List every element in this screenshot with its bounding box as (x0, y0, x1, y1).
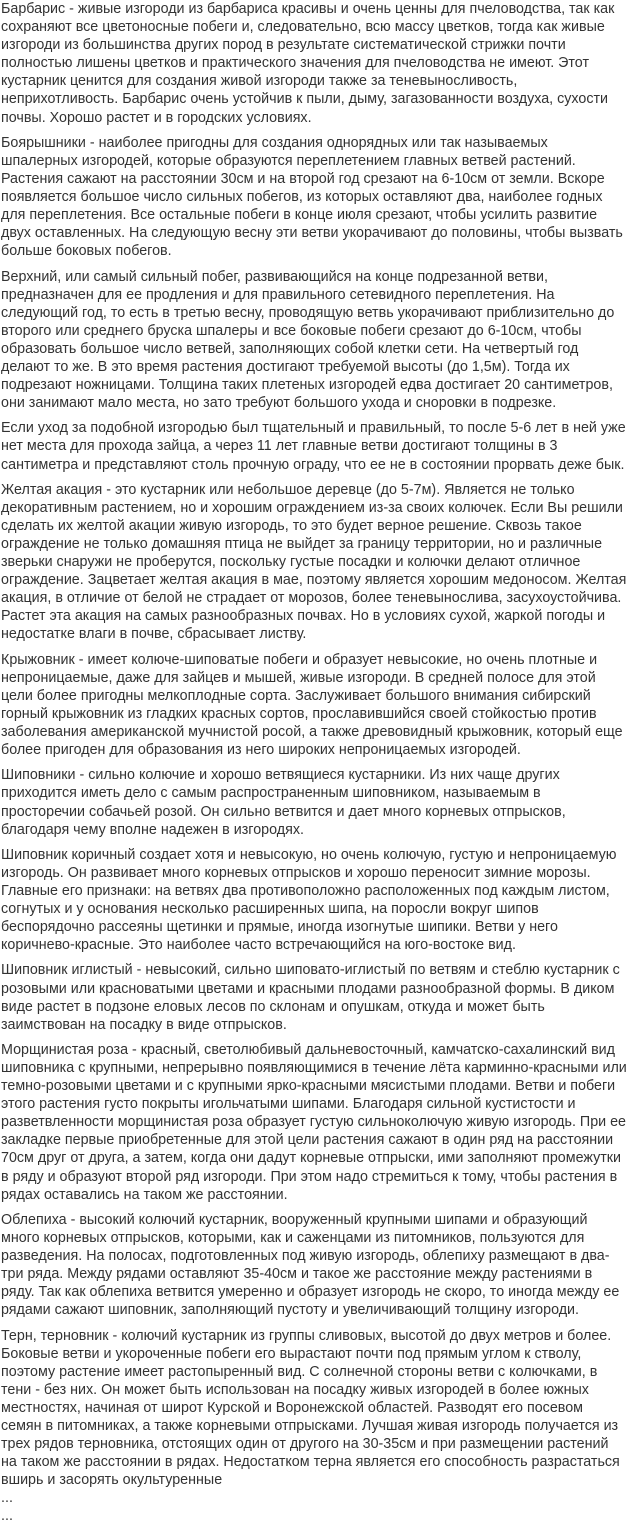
paragraph-prickly-rose: Шиповник иглистый - невысокий, сильно шиповато-иглистый по ветвям и стеблю кустарник с розовыми или красноватыми цветами и красными плодами разнообразной формы. В диком виде растет в подзоне еловых лесов по склонам и опушкам, откуда и может быть заимствован на посадку в виде отпрысков. (1, 962, 620, 1033)
paragraph-rosehips: Шиповники - сильно колючие и хорошо ветвящиеся кустарники. Из них чаще других приходится иметь дело с самым распространенным шиповником, называемым в просторечии собачьей розой. Он сильно ветвится и дает много корневых отпрысков, благодаря чему вполне надежен в изгородях. (1, 767, 566, 838)
paragraph-rugosa-rose: Морщинистая роза - красный, светолюбивый дальневосточный, камчатско-сахалинский вид шиповника с крупными, непрерывно появляющимися в течение лёта карминно-красными или темно-розовыми цветами и с крупными ярко-красными мясистыми плодами. Ветви и побеги этого растения густо покрыты игольчатыми шипами. Благодаря сильной кустистости и разветвленности морщинистая роза образует густую сильноколючую живую изгородь. При ее закладке первые приобретенные для этой цели растения сажают в один ряд на расстоянии 70см друг от друга, а затем, когда они дадут корневые отпрыски, ими заполняют промежутки в ряду и образуют второй ряд изгороди. При этом надо стремиться к тому, чтобы растения в рядах оставались на таком же расстоянии. (1, 1041, 627, 1203)
paragraph-gooseberry: Крыжовник - имеет колюче-шиповатые побеги и образует невысокие, но очень плотные и непроницаемые, даже для зайцев и мышей, живые изгороди. В средней полосе для этой цели более пригодны мелкоплодные сорта. Заслуживает большого внимания сибирский горный крыжовник из гладких красных сортов, прославившийся своей стойкостью против заболевания американской мучнистой росой, а также древовидный крыжовник, который еще более пригоден для образования из него широких непроницаемых изгородей. (1, 651, 623, 759)
paragraph-yellow-acacia: Желтая акация - это кустарник или небольшое деревце (до 5-7м). Является не только декоративным растением, но и хорошим ограждением из-за своих колючек. Если Вы решили сделать их желтой акации живую изгородь, то это будет верное решение. Сквозь такое ограждение не только домашняя птица не выйдет за границу территории, но и различные зверьки снаружи не проберутся, поскольку густые посадки и колючки делают отличное ограждение. Зацветает желтая акация в мае, поэтому является хорошим медоносом. Желтая акация, в отличие от белой не страдает от морозов, более теневынослива, засухоустойчива. Растет эта акация на самых разнообразных почвах. Но в условиях сухой, жаркой погоды и недостатке влаги в почве, сбрасывает листву. (1, 481, 627, 643)
paragraph-cinnamon-rose: Шиповник коричный создает хотя и невысокую, но очень колючую, густую и непроницаемую изгородь. Он развивает много корневых отпрысков и хорошо переносит зимние морозы. Главные его признаки: на ветвях два противоположно расположенных под каждым листом, согнутых и у основания несколько расширенных шипа, на поросли вокруг шипов беспорядочно рассеяны щетинки и прямые, иногда изогнутые шипики. Ветви у него коричнево-красные. Это наиболее часто встречающийся на юго-востоке вид. (1, 846, 617, 954)
paragraph-hawthorn-result: Если уход за подобной изгородью был тщательный и правильный, то после 5-6 лет в ней уже нет места для прохода зайца, а через 11 лет главные ветви достигают толщины в 3 сантиметра и представляют столь прочную ограду, что ее не в состоянии прорвать деже бык. (1, 420, 626, 473)
ellipsis-line: ... (1, 1508, 13, 1525)
paragraph-sea-buckthorn: Облепиха - высокий колючий кустарник, вооруженный крупными шипами и образующий много корневых отпрысков, которыми, как и саженцами из питомников, пользуются для разведения. На полосах, подготовленных под живую изгородь, облепиху размещают в два-три ряда. Между рядами оставляют 35-40см и такое же расстояние между растениями в ряду. Так как облепиха ветвится умеренно и образует изгородь не скоро, то иногда между ее рядами сажают шиповник, заполняющий пустоту и увеличивающий толщину изгороди. (1, 1211, 620, 1319)
paragraph-barberry: Барбарис - живые изгороди из барбариса красивы и очень ценны для пчеловодства, так как сохраняют все цветоносные побеги и, следовательно, всю массу цветков, тогда как живые изгороди из большинства других пород в результате систематической стрижки почти полностью лишены цветков и практического значения для пчеловодства не имеют. Этот кустарник ценится для создания живой изгороди также за теневыносливость, неприхотливость. Барбарис очень устойчив к пыли, дыму, загазованности воздуха, сухости почвы. Хорошо растет и в городских условиях. (1, 1, 615, 126)
paragraph-hawthorn-pruning: Верхний, или самый сильный побег, развивающийся на конце подрезанной ветви, предназначен для ее продления и для правильного сетевидного переплетения. На следующий год, то есть в третью весну, проводящую ветвь укорачивают приблизительно до второго или среднего бруска шпалеры и все боковые побеги срезают до 6-10см, чтобы образовать большое число ветвей, заполняющих собой клетки сети. На четвертый год делают то же. В это время растения достигают требуемой высоты (до 1,5м). Тогда их подрезают ножницами. Толщина таких плетеных изгородей едва достигает 20 сантиметров, они занимают мало места, но зато требуют большого ухода и сноровки в подрезке. (1, 268, 615, 412)
paragraph-blackthorn: Терн, терновник - колючий кустарник из группы сливовых, высотой до двух метров и более. Боковые ветви и укороченные побеги его вырастают почти под прямым углом к стволу, поэтому растение имеет растопыренный вид. С солнечной стороны ветви с колючками, в тени - без них. Он может быть использован на посадку живых изгородей в более южных местностях, начиная от широт Курской и Воронежской областей. Разводят его посевом семян в питомниках, а также корневыми отпрысками. Лучшая живая изгородь получается из трех рядов терновника, отстоящих один от другого на 30-35см и при размещении растений на таком же расстоянии в рядах. Недостатком терна является его способность разрастаться вширь и засорять окультуренные (1, 1327, 620, 1489)
ellipsis-line: ... (1, 1490, 13, 1507)
paragraph-hawthorn: Боярышники - наиболее пригодны для создания однорядных или так называемых шпалерных изгородей, которые образуются переплетением главных ветвей растений. Растения сажают на расстоянии 30см и на второй год срезают на 6-10см от земли. Вскоре появляется большое число сильных побегов, из которых оставляют два, наиболее годных для переплетения. Все остальные побеги в конце июля срезают, чтобы усилить развитие двух оставленных. На следующую весну эти ветви укорачивают до половины, чтобы вызвать больше боковых побегов. (1, 134, 623, 260)
